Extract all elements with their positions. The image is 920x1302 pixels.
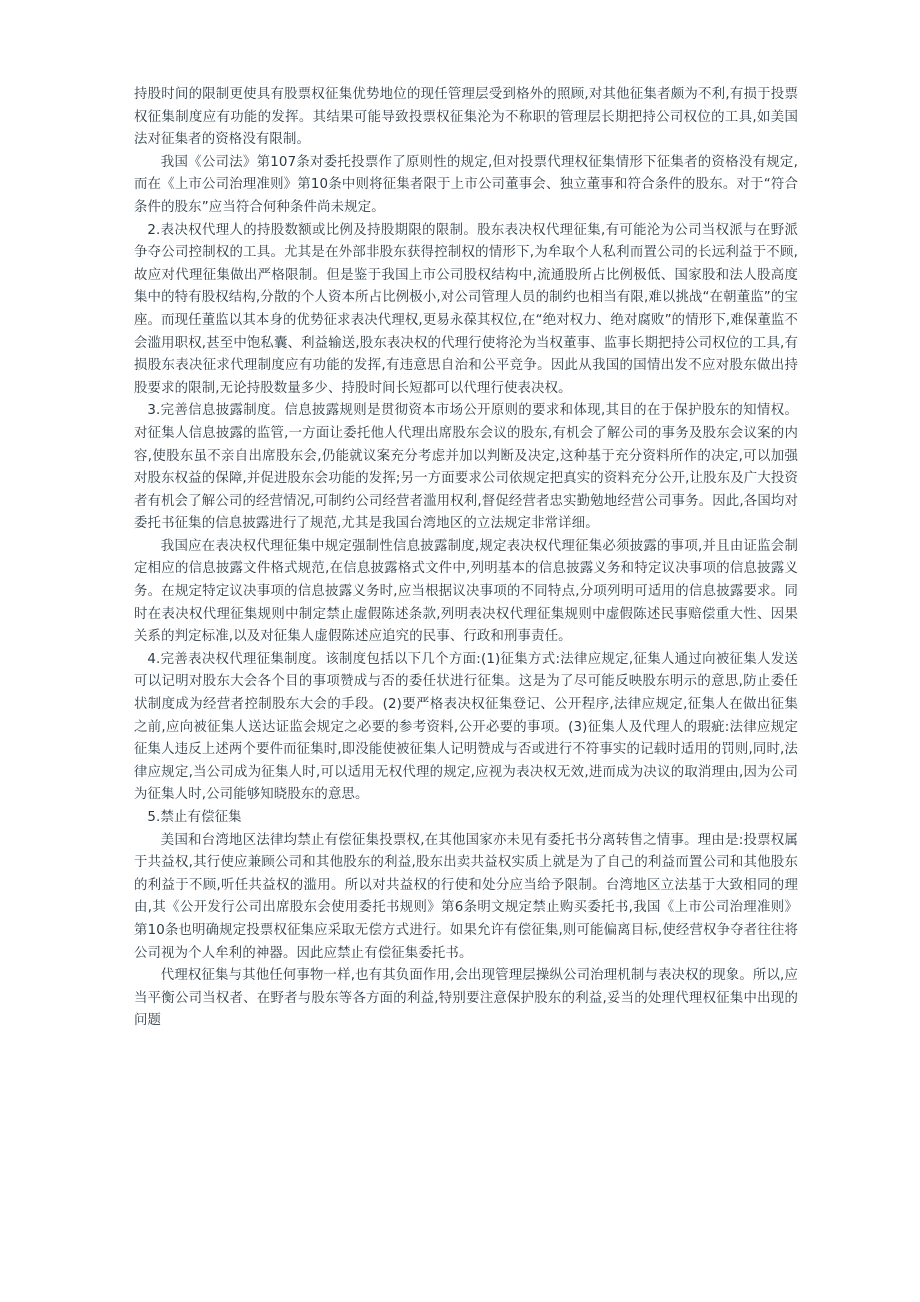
paragraph-paid-solicitation: 美国和台湾地区法律均禁止有偿征集投票权,在其他国家亦未见有委托书分离转售之情事。理由是:投票权属于共益权,其行使应兼顾公司和其他股东的利益,股东出卖共益权实质上就是为了自己的利益而置公司和其他股东的利益于不顾,听任共益权的滥用。所以对共益权的行使和处分应当给予限制。台湾地区立法基于大致相同的理由,其《公开发行公司出席股东会使用委托书规则》第6条明文规定禁止购买委托书,我国《上市公司治理准则》第10条也明确规定投票权征集应采取无偿方式进行。如果允许有偿征集,则可能偏离目标,使经营权争夺者往往将公司视为个人牟利的神器。因此应禁止有偿征集委托书。 bbox=[134, 832, 798, 961]
paragraph-company-law: 我国《公司法》第107条对委托投票作了原则性的规定,但对投票代理权征集情形下征集者的资格没有规定,而在《上市公司治理准则》第10条中则将征集者限于上市公司董事会、独立董事和符合条件的股东。对于“符合条件的股东”应当符合何种条件尚未规定。 bbox=[134, 154, 798, 215]
paragraph-section-3: 3.完善信息披露制度。信息披露规则是贯彻资本市场公开原则的要求和体现,其目的在于保护股东的知情权。对征集人信息披露的监管,一方面让委托他人代理出席股东会议的股东,有机会了解公司的事务及股东会议案的内容,使股东虽不亲自出席股东会,仍能就议案充分考虑并加以判断及决定,这种基于充分资料所作的决定,可以加强对股东权益的保障,并促进股东会功能的发挥;另一方面要求公司依规定把真实的资料充分公开,让股东及广大投资者有机会了解公司的经营情况,可制约公司经营者滥用权利,督促经营者忠实勤勉地经营公司事务。因此,各国均对委托书征集的信息披露进行了规范,尤其是我国台湾地区的立法规定非常详细。 bbox=[134, 403, 798, 532]
paragraph-continuation: 持股时间的限制更使具有股票权征集优势地位的现任管理层受到格外的照顾,对其他征集者颇为不利,有损于投票权征集制度应有功能的发挥。其结果可能导致投票权征集沦为不称职的管理层长期把持公司权位的工具,如美国法对征集者的资格没有限制。 bbox=[134, 87, 798, 148]
paragraph-section-2: 2.表决权代理人的持股数额或比例及持股期限的限制。股东表决权代理征集,有可能沦为公司当权派与在野派争夺公司控制权的工具。尤其是在外部非股东获得控制权的情形下,为牟取个人私利而置公司的长远利益于不顾,故应对代理征集做出严格限制。但是鉴于我国上市公司股权结构中,流通股所占比例极低、国家股和法人股高度集中的特有股权结构,分散的个人资本所占比例极小,对公司管理人员的制约也相当有限,难以挑战“在朝董监”的宝座。而现任董监以其本身的优势征求表决代理权,更易永葆其权位,在“绝对权力、绝对腐败”的情形下,难保董监不会滥用职权,甚至中饱私囊、利益输送,股东表决权的代理行使将沦为当权董事、监事长期把持公司权位的工具,有损股东表决征求代理制度应有功能的发挥,有违意思自治和公平竞争。因此从我国的国情出发不应对股东做出持股要求的限制,无论持股数量多少、持股时间长短都可以代理行使表决权。 bbox=[134, 222, 798, 396]
paragraph-section-4: 4.完善表决权代理征集制度。该制度包括以下几个方面:(1)征集方式:法律应规定,征集人通过向被征集人发送可以记明对股东大会各个目的事项赞成与否的委任状进行征集。这是为了尽可能反映股东明示的意思,防止委任状制度成为经营者控制股东大会的手段。(2)要严格表决权征集登记、公开程序,法律应规定,征集人在做出征集之前,应向被征集人送达证监会规定之必要的参考资料,公开必要的事项。(3)征集人及代理人的瑕疵:法律应规定征集人违反上述两个要件而征集时,即没能使被征集人记明赞成与否或进行不符事实的记载时适用的罚则,同时,法律应规定,当公司成为征集人时,可以适用无权代理的规定,应视为表决权无效,进而成为决议的取消理由,因为公司为征集人时,公司能够知晓股东的意思。 bbox=[134, 651, 798, 803]
paragraph-conclusion: 代理权征集与其他任何事物一样,也有其负面作用,会出现管理层操纵公司治理机制与表决权的现象。所以,应当平衡公司当权者、在野者与股东等各方面的利益,特别要注意保护股东的利益,妥当的处理代理权征集中出现的问题 bbox=[134, 968, 798, 1029]
section-5-heading: 5.禁止有偿征集 bbox=[147, 810, 242, 825]
paragraph-disclosure-system: 我国应在表决权代理征集中规定强制性信息披露制度,规定表决权代理征集必须披露的事项,并且由证监会制定相应的信息披露文件格式规范,在信息披露格式文件中,列明基本的信息披露义务和特定议决事项的信息披露义务。在规定特定议决事项的信息披露义务时,应当根据议决事项的不同特点,分项列明可适用的信息披露要求。同时在表决权代理征集规则中制定禁止虚假陈述条款,列明表决权代理征集规则中虚假陈述民事赔偿重大性、因果关系的判定标准,以及对征集人虚假陈述应追究的民事、行政和刑事责任。 bbox=[134, 538, 798, 645]
